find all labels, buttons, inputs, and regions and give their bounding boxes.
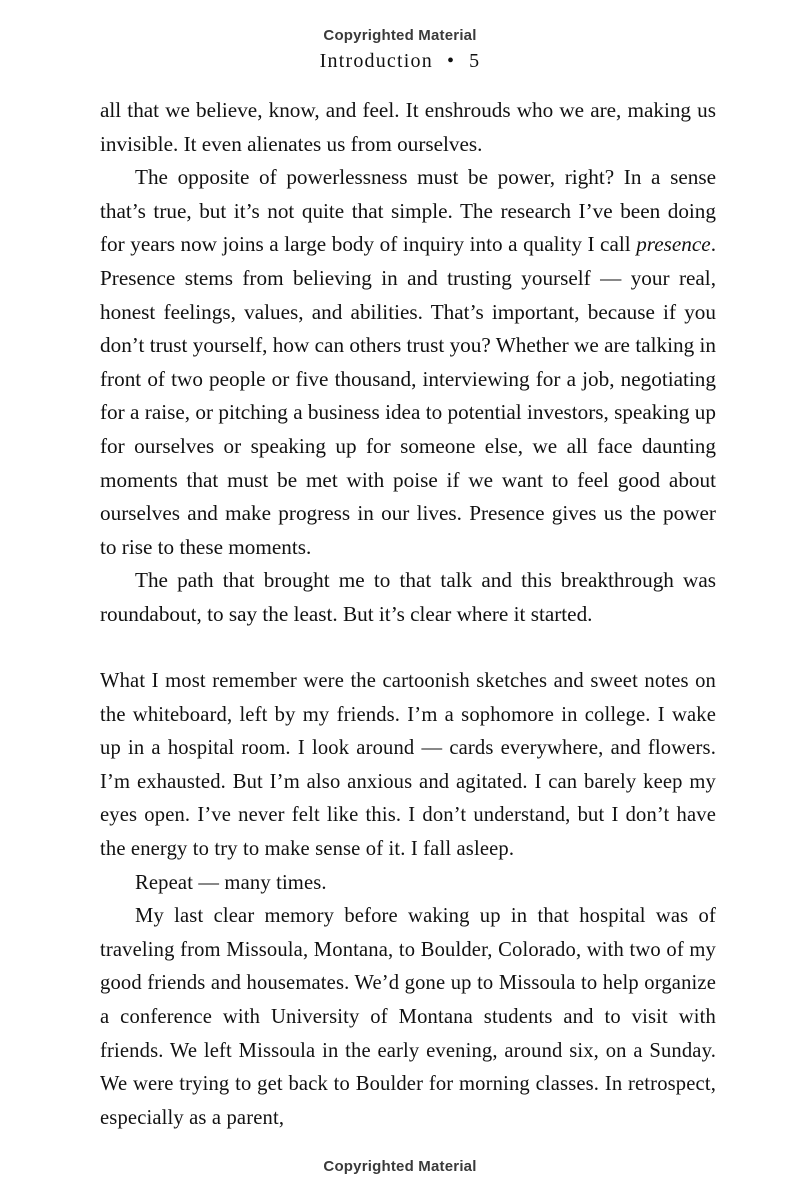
header-separator: • [446,50,456,72]
paragraph-presence-end: . Presence stems from believing in and trusting yourself — your real, honest feelings, values, and abilities. That’s important, because if you don’t trust yourself, how can others trust you? Whether we are talking in front of two people or five thousand, interviewing for a job, negotiating for a raise, or pitching a business idea to potential investors, speaking up for ourselves or speaking up for someone else, we all face daunting moments that must be met with poise if we want to feel good about ourselves and make progress in our lives. Presence gives us the power to rise to these moments. [100,232,716,559]
presence-term: presence [636,232,711,257]
paragraph-hospital: What I most remember were the cartoonish sketches and sweet notes on the whiteboard, left by my friends. I’m a sophomore in college. I wake up in a hospital room. I look around — cards everywhere, and flowers. I’m exhausted. But I’m also anxious and agitated. I can barely keep my eyes open. I’ve never felt like this. I don’t understand, but I don’t have the energy to try to make sense of it. I fall asleep. [100,670,716,861]
copyright-watermark-top: Copyrighted Material [323,27,477,44]
body-text [100,94,716,1135]
section-break [100,632,716,666]
section-title: Introduction [319,50,433,72]
paragraph-continuation: all that we believe, know, and feel. It enshrouds who we are, making us invisible. It even alienates us from ourselves. [100,98,716,156]
paragraph-path: The path that brought me to that talk and this breakthrough was roundabout, to say the least. But it’s clear where it started. [100,568,716,626]
paragraph-memory: My last clear memory before waking up in that hospital was of traveling from Missoula, Montana, to Boulder, Colorado, with two of my good friends and housemates. We’d gone up to Missoula to help organize a conference with University of Montana students and to visit with friends. We left Missoula in the early evening, around six, on a Sunday. We were trying to get back to Boulder for morning classes. In retrospect, especially as a parent, [100,905,716,1129]
copyright-watermark-bottom: Copyrighted Material [323,1158,477,1175]
story-section [100,665,716,1135]
running-header [0,50,800,73]
paragraph-repeat: Repeat — many times. [135,871,327,894]
page-number: 5 [469,50,481,72]
paragraph-presence-start: The opposite of powerlessness must be power, right? In a sense that’s true, but it’s not quite that simple. The research I’ve been doing for years now joins a large body of inquiry into a quality I call [100,165,716,257]
paragraph-presence [100,161,716,564]
